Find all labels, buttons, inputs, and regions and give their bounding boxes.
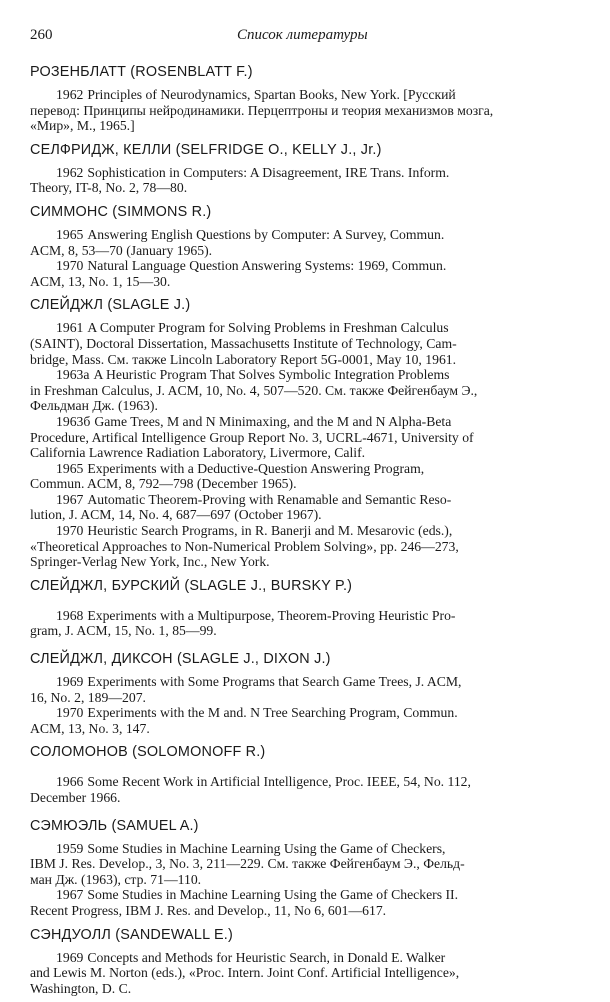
reference-text: Concepts and Methods for Heuristic Search, in Donald E. Walker and Lewis M. Norton (eds.), «Proc. Intern. Joint Conf. Artificial Intelligence», Washington, D. C. (30, 949, 460, 996)
running-head (30, 22, 576, 48)
bibliography-entry (30, 62, 576, 134)
author-heading: РОЗЕНБЛАТТ (ROSENBLATT F.) (30, 64, 253, 80)
reference-list (30, 227, 576, 289)
page-number: 260 (30, 27, 53, 43)
reference-year: 1969 (56, 949, 84, 965)
reference-list (30, 165, 576, 196)
reference-item (30, 887, 576, 918)
reference-text: Heuristic Search Programs, in R. Banerji and M. Mesarovic (eds.), «Theoretical Approaches to Non-Numerical Problem Solving», pp. 246—273, Springer-Verlag New York, Inc., New York. (30, 523, 459, 570)
reference-year: 1965 (56, 226, 84, 242)
author-heading: СИММОНС (SIMMONS R.) (30, 203, 212, 220)
reference-year: 1969 (56, 674, 84, 690)
reference-item (30, 461, 576, 492)
reference-list (30, 608, 576, 639)
bibliography-list (30, 62, 576, 996)
reference-list (30, 320, 576, 570)
reference-list (30, 774, 576, 805)
reference-text: Experiments with a Multipurpose, Theorem-Proving Heuristic Pro- gram, J. ACM, 15, No. 1, 85—99. (30, 607, 456, 639)
author-heading: СЛЕЙДЖЛ (SLAGLE J.) (30, 297, 191, 314)
reference-item (30, 674, 576, 705)
reference-year: 1968 (56, 607, 84, 623)
reference-item (30, 608, 576, 639)
reference-item (30, 414, 576, 461)
running-title: Список литературы (237, 27, 368, 43)
bibliography-entry (30, 649, 576, 736)
reference-year: 1970 (56, 258, 84, 274)
author-heading: СЭНДУОЛЛ (SANDEWALL E.) (30, 926, 233, 943)
bibliography-entry (30, 925, 576, 997)
reference-year: 1959 (56, 840, 84, 856)
bibliography-entry (30, 140, 576, 196)
reference-text: Experiments with a Deductive-Question Answering Program, Commun. ACM, 8, 792—798 (December 1965). (30, 460, 425, 492)
reference-year: 1970 (56, 523, 84, 539)
reference-year: 1963a (56, 367, 90, 383)
bibliography-entry (30, 202, 576, 289)
author-heading: СЕЛФРИДЖ, КЕЛЛИ (SELFRIDGE O., KELLY J., Jr.) (30, 141, 382, 158)
reference-text: A Heuristic Program That Solves Symbolic Integration Problems in Freshman Calculus, J. ACM, 10, No. 4, 507—520. См. также Фейгенбаум Э., Фельдман Дж. (1963). (30, 367, 478, 414)
reference-text: Game Trees, M and N Minimaxing, and the M and N Alpha-Beta Procedure, Artifical Intelligence Group Report No. 3, UCRL-4671, University of California Lawrence Radiation Laboratory, Livermore, Calif. (30, 413, 474, 461)
reference-year: 1965 (56, 460, 84, 476)
reference-item (30, 492, 576, 523)
reference-text: Answering English Questions by Computer: A Survey, Commun. ACM, 8, 53—70 (January 1965). (30, 226, 445, 258)
author-heading: СОЛОМОНОВ (SOLOMONOFF R.) (30, 744, 266, 761)
reference-year: 1962 (56, 164, 84, 180)
reference-list (30, 674, 576, 736)
reference-year: 1962 (56, 87, 84, 102)
reference-item (30, 87, 576, 134)
reference-item (30, 320, 576, 367)
reference-text: Principles of Neurodynamics, Spartan Books, New York. [Русский перевод: Принципы нейродинамики. Перцептроны и теория механизмов мозга, «Мир», М., 1965.] (30, 87, 494, 134)
reference-text: Some Studies in Machine Learning Using the Game of Checkers II. Recent Progress, IBM J. Res. and Develop., 11, No 6, 601—617. (30, 887, 458, 918)
reference-item (30, 705, 576, 736)
bibliography-entry (30, 576, 576, 639)
reference-year: 1961 (56, 320, 84, 336)
reference-item (30, 367, 576, 414)
bibliography-entry (30, 295, 576, 570)
reference-year: 1967 (56, 887, 84, 903)
reference-item (30, 258, 576, 289)
reference-year: 1970 (56, 705, 84, 721)
author-heading: СЛЕЙДЖЛ, БУРСКИЙ (SLAGLE J., BURSKY P.) (30, 577, 353, 594)
reference-year: 1963б (56, 413, 91, 429)
book-page (30, 22, 576, 1002)
reference-text: A Computer Program for Solving Problems in Freshman Calculus (SAINT), Doctoral Dissertation, Massachusetts Institute of Technology, Cam- bridge, Mass. См. также Lincoln Laboratory Report 5G-0001, May 10, 1961. (30, 320, 457, 367)
reference-text: Automatic Theorem-Proving with Renamable and Semantic Reso- lution, J. ACM, 14, No. 4, 687—697 (October 1967). (30, 491, 452, 523)
reference-item (30, 950, 576, 997)
reference-list (30, 950, 576, 997)
author-heading: СЭМЮЭЛЬ (SAMUEL A.) (30, 817, 199, 834)
reference-item (30, 165, 576, 196)
reference-text: Experiments with the M and. N Tree Searching Program, Commun. ACM, 13, No. 3, 147. (30, 705, 458, 736)
reference-list (30, 87, 576, 134)
reference-text: Some Recent Work in Artificial Intelligence, Proc. IEEE, 54, No. 112, December 1966. (30, 774, 471, 805)
reference-text: Experiments with Some Programs that Search Game Trees, J. ACM, 16, No. 2, 189—207. (30, 674, 462, 705)
reference-year: 1967 (56, 491, 84, 507)
bibliography-entry (30, 816, 576, 919)
reference-text: Sophistication in Computers: A Disagreement, IRE Trans. Inform. Theory, IT-8, No. 2, 78—80. (30, 164, 450, 196)
reference-item (30, 841, 576, 888)
reference-text: Natural Language Question Answering Systems: 1969, Commun. ACM, 13, No. 1, 15—30. (30, 258, 447, 289)
bibliography-entry (30, 742, 576, 805)
reference-item (30, 227, 576, 258)
author-heading: СЛЕЙДЖЛ, ДИКСОН (SLAGLE J., DIXON J.) (30, 651, 331, 668)
reference-list (30, 841, 576, 919)
reference-item (30, 523, 576, 570)
reference-year: 1966 (56, 774, 84, 790)
reference-item (30, 774, 576, 805)
reference-text: Some Studies in Machine Learning Using the Game of Checkers, IBM J. Res. Develop., 3, No. 3, 211—229. См. также Фейгенбаум Э., Фельд- ман Дж. (1963), стр. 71—110. (30, 840, 465, 887)
